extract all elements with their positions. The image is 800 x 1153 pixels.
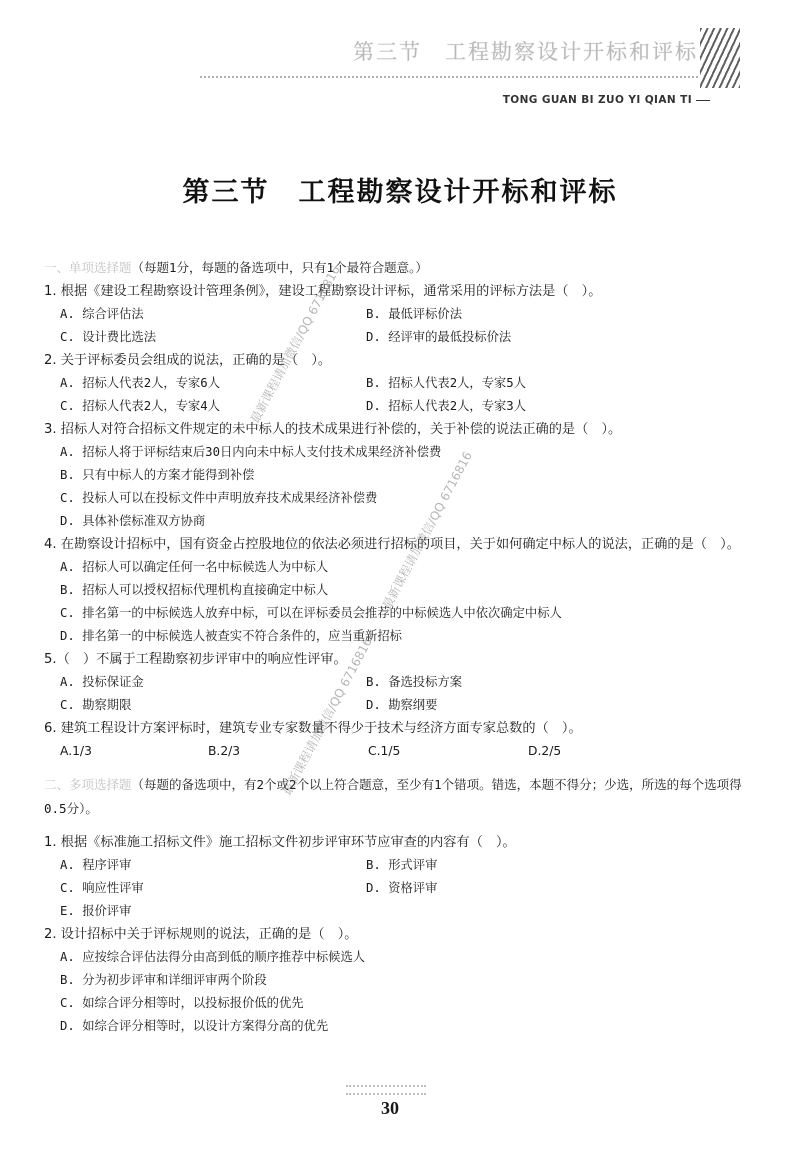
option-a: A. 程序评审 <box>60 858 132 872</box>
option-list <box>60 946 760 1038</box>
option-list <box>60 671 760 717</box>
option-d: D. 具体补偿标准双方协商 <box>60 514 206 528</box>
page-title: 第三节 工程勘察设计开标和评标 <box>182 177 618 208</box>
section-heading-multiple-choice <box>44 773 760 821</box>
header-subtitle-text: TONG GUAN BI ZUO YI QIAN TI <box>502 94 692 106</box>
running-header <box>180 28 740 106</box>
option-c: C. 招标人代表2人，专家4人 <box>60 399 220 413</box>
watermark-text: 最新课程请加微信/QQ 6716816 <box>379 449 475 612</box>
watermark-text: 最新课程请加微信/QQ 6716816 <box>279 635 375 798</box>
option-list <box>60 372 760 418</box>
header-subtitle <box>503 94 710 106</box>
option-list <box>60 303 760 349</box>
option-list <box>60 854 760 923</box>
option-b: B. 分为初步评审和详细评审两个阶段 <box>60 973 267 987</box>
option-list <box>60 441 760 533</box>
header-subtitle-dash <box>696 100 710 101</box>
option-b: B.2/3 <box>208 744 241 758</box>
option-d: D. 招标人代表2人，专家3人 <box>366 399 526 413</box>
header-rule <box>200 76 698 78</box>
option-a: A. 招标人将于评标结束后30日内向未中标人支付技术成果经济补偿费 <box>60 445 442 459</box>
section-heading-single-choice <box>44 256 760 280</box>
option-c: C. 设计费比选法 <box>60 330 156 344</box>
page-number: 30 <box>381 1098 399 1118</box>
question-stem: 5.（ ）不属于工程勘察初步评审中的响应性评审。 <box>44 652 347 667</box>
option-c: C. 勘察期限 <box>60 698 132 712</box>
option-b: B. 备选投标方案 <box>366 675 462 689</box>
option-d: D. 勘察纲要 <box>366 698 438 712</box>
option-d: D. 排名第一的中标候选人被查实不符合条件的，应当重新招标 <box>60 629 402 643</box>
option-d: D. 经评审的最低投标价法 <box>366 330 512 344</box>
option-a: A. 综合评估法 <box>60 307 144 321</box>
option-c: C. 如综合评分相等时，以投标报价低的优先 <box>60 996 304 1010</box>
option-c: C. 排名第一的中标候选人放弃中标，可以在评标委员会推荐的中标候选人中依次确定中标人 <box>60 606 562 620</box>
option-e: E. 报价评审 <box>60 904 132 918</box>
option-a: A. 招标人代表2人，专家6人 <box>60 376 220 390</box>
question-stem: 2. 关于评标委员会组成的说法，正确的是（ ）。 <box>44 353 332 368</box>
section-note: （每题1分，每题的备选项中，只有1个最符合题意。） <box>131 260 428 275</box>
footer-decoration <box>346 1085 426 1095</box>
option-a: A. 招标人可以确定任何一名中标候选人为中标人 <box>60 560 329 574</box>
option-d: D. 如综合评分相等时，以设计方案得分高的优先 <box>60 1019 329 1033</box>
option-a: A. 应按综合评估法得分由高到低的顺序推荐中标候选人 <box>60 950 366 964</box>
option-list <box>60 740 760 763</box>
option-b: B. 只有中标人的方案才能得到补偿 <box>60 468 255 482</box>
question-stem: 4. 在勘察设计招标中，国有资金占控股地位的依法必须进行招标的项目，关于如何确定中标人的说法，正确的是（ ）。 <box>44 537 740 552</box>
option-a: A.1/3 <box>60 744 92 758</box>
section-note: （每题的备选项中，有2个或2个以上符合题意，至少有1个错项。错选，本题不得分；少选，所选的每个选项得0.5分）。 <box>44 777 742 816</box>
question-stem: 3. 招标人对符合招标文件规定的未中标人的技术成果进行补偿的，关于补偿的说法正确的是（ ）。 <box>44 422 622 437</box>
option-b: B. 形式评审 <box>366 858 438 872</box>
question-stem: 2. 设计招标中关于评标规则的说法，正确的是（ ）。 <box>44 927 358 942</box>
watermark-text: 最新课程请加微信/QQ 6716816 <box>247 263 343 426</box>
option-c: C.1/5 <box>368 744 401 758</box>
question-stem: 1. 根据《建设工程勘察设计管理条例》，建设工程勘察设计评标，通常采用的评标方法是（ ）。 <box>44 284 602 299</box>
option-b: B. 招标人可以授权招标代理机构直接确定中标人 <box>60 583 329 597</box>
question-stem: 1. 根据《标准施工招标文件》施工招标文件初步评审环节应审查的内容有（ ）。 <box>44 835 516 850</box>
section-gap <box>44 821 760 831</box>
exam-content <box>44 256 760 1038</box>
option-a: A. 投标保证金 <box>60 675 144 689</box>
option-d: D. 资格评审 <box>366 881 438 895</box>
section-gap <box>44 763 760 773</box>
section-label: 一、单项选择题 <box>44 260 132 275</box>
option-b: B. 招标人代表2人，专家5人 <box>366 376 526 390</box>
option-b: B. 最低评标价法 <box>366 307 462 321</box>
option-d: D.2/5 <box>528 744 562 758</box>
option-c: C. 投标人可以在投标文件中声明放弃技术成果经济补偿费 <box>60 491 378 505</box>
header-title: 第三节 工程勘察设计开标和评标 <box>353 40 698 64</box>
header-hatch-decoration <box>700 28 740 88</box>
section-label: 二、多项选择题 <box>44 777 132 792</box>
option-c: C. 响应性评审 <box>60 881 144 895</box>
question-stem: 6. 建筑工程设计方案评标时，建筑专业专家数量不得少于技术与经济方面专家总数的（ ）。 <box>44 721 582 736</box>
